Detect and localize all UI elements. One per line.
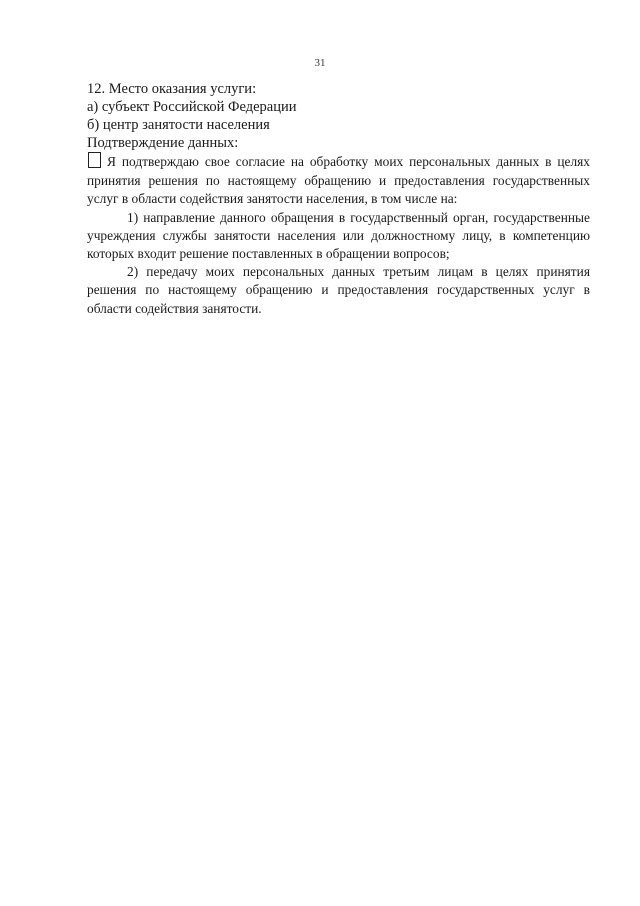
option-subject-federation: а) субъект Российской Федерации [87,99,297,115]
page-number: 31 [314,57,326,69]
confirmation-title: Подтверждение данных: [87,135,239,151]
consent-text: Я подтверждаю свое согласие на обработку моих персональных данных в целях принятия решения по настоящему обращению и предоставления государственных услуг в области содействия занятости населения, в том числе на: [87,154,590,206]
section-heading: 12. Место оказания услуги: [87,81,257,97]
consent-item-1: 1) направление данного обращения в государственный орган, государственные учреждения службы занятости населения или должностному лицу, в компетенцию которых входит решение поставленных в обращении вопросов; [87,209,590,261]
option-employment-center: б) центр занятости населения [87,117,270,133]
consent-paragraph [87,152,590,209]
consent-checkbox[interactable] [88,152,101,168]
document-body [87,80,590,318]
consent-item-2: 2) передачу моих персональных данных третьим лицам в целях принятия решения по настоящему обращению и предоставления государственных услуг в области содействия занятости. [87,264,590,316]
